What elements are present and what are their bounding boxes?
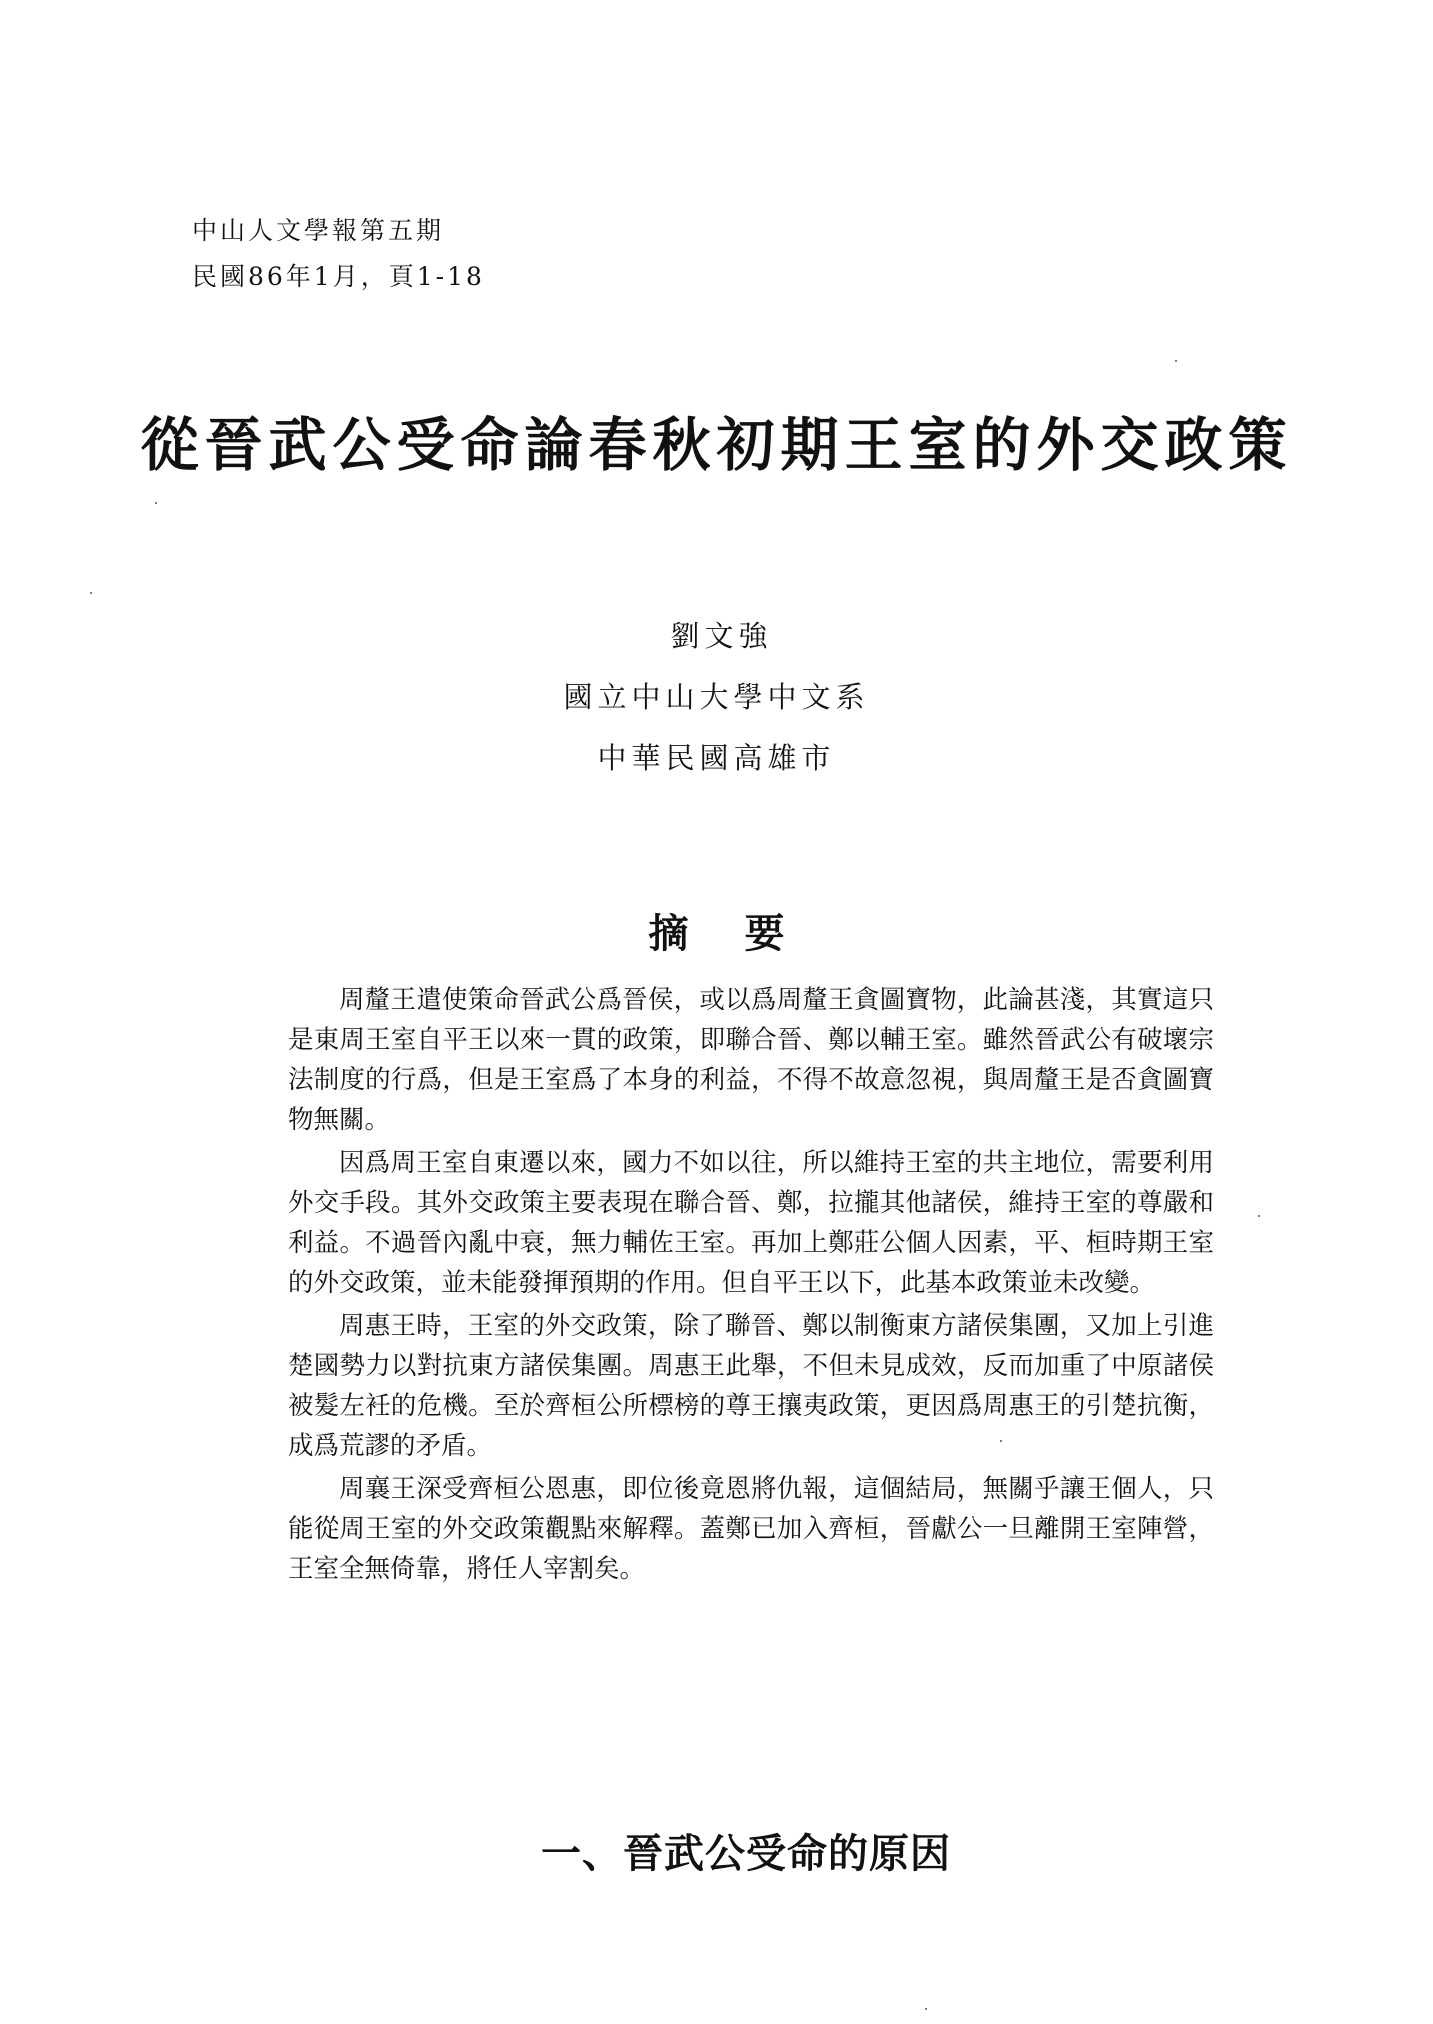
author-block (0, 606, 1433, 789)
paper-title: 從晉武公受命論春秋初期王室的外交政策 (140, 411, 1293, 479)
scan-speck (1000, 1440, 1002, 1442)
scan-speck (1258, 1215, 1260, 1217)
section-heading: 一、晉武公受命的原因 (541, 1831, 951, 1877)
author-department: 國立中山大學中文系 (563, 680, 870, 714)
abstract-heading: 摘要 (648, 911, 841, 957)
author-name: 劉文強 (670, 619, 773, 653)
journal-issue: 中山人文學報第五期 (192, 216, 445, 245)
abstract-paragraph: 因爲周王室自東遷以來，國力不如以往，所以維持王室的共主地位，需要利用外交手段。其外交政策主要表現在聯合晉、鄭，拉攏其他諸侯，維持王室的尊嚴和利益。不過晉內亂中衰，無力輔佐王室。再加上鄭莊公個人因素，平、桓時期王室的外交政策，並未能發揮預期的作用。但自平王以下，此基本政策並未改變。 (288, 1148, 1214, 1298)
scan-speck (925, 2008, 927, 2010)
author-location: 中華民國高雄市 (597, 741, 836, 775)
scan-speck (155, 502, 157, 504)
abstract-paragraph: 周惠王時，王室的外交政策，除了聯晉、鄭以制衡東方諸侯集團，又加上引進楚國勢力以對抗東方諸侯集團。周惠王此舉，不但未見成效，反而加重了中原諸侯被髮左衽的危機。至於齊桓公所標榜的尊王攘夷政策，更因爲周惠王的引楚抗衡，成爲荒謬的矛盾。 (288, 1311, 1214, 1461)
abstract-paragraph: 周襄王深受齊桓公恩惠，即位後竟恩將仇報，這個結局，無關乎讓王個人，只能從周王室的外交政策觀點來解釋。蓋鄭已加入齊桓，晉獻公一旦離開王室陣營，王室全無倚靠，將任人宰割矣。 (288, 1474, 1214, 1584)
scan-speck (90, 592, 92, 594)
abstract-paragraph: 周釐王遣使策命晉武公爲晉侯，或以爲周釐王貪圖寶物，此論甚淺，其實這只是東周王室自平王以來一貫的政策，即聯合晉、鄭以輔王室。雖然晉武公有破壞宗法制度的行爲，但是王室爲了本身的利益，不得不故意忽視，與周釐王是否貪圖寶物無關。 (288, 985, 1214, 1135)
scan-speck (1175, 360, 1177, 362)
abstract-body (288, 980, 1214, 1592)
journal-date-pages: 民國86年1月，頁1-18 (192, 262, 485, 291)
journal-info (192, 208, 485, 300)
